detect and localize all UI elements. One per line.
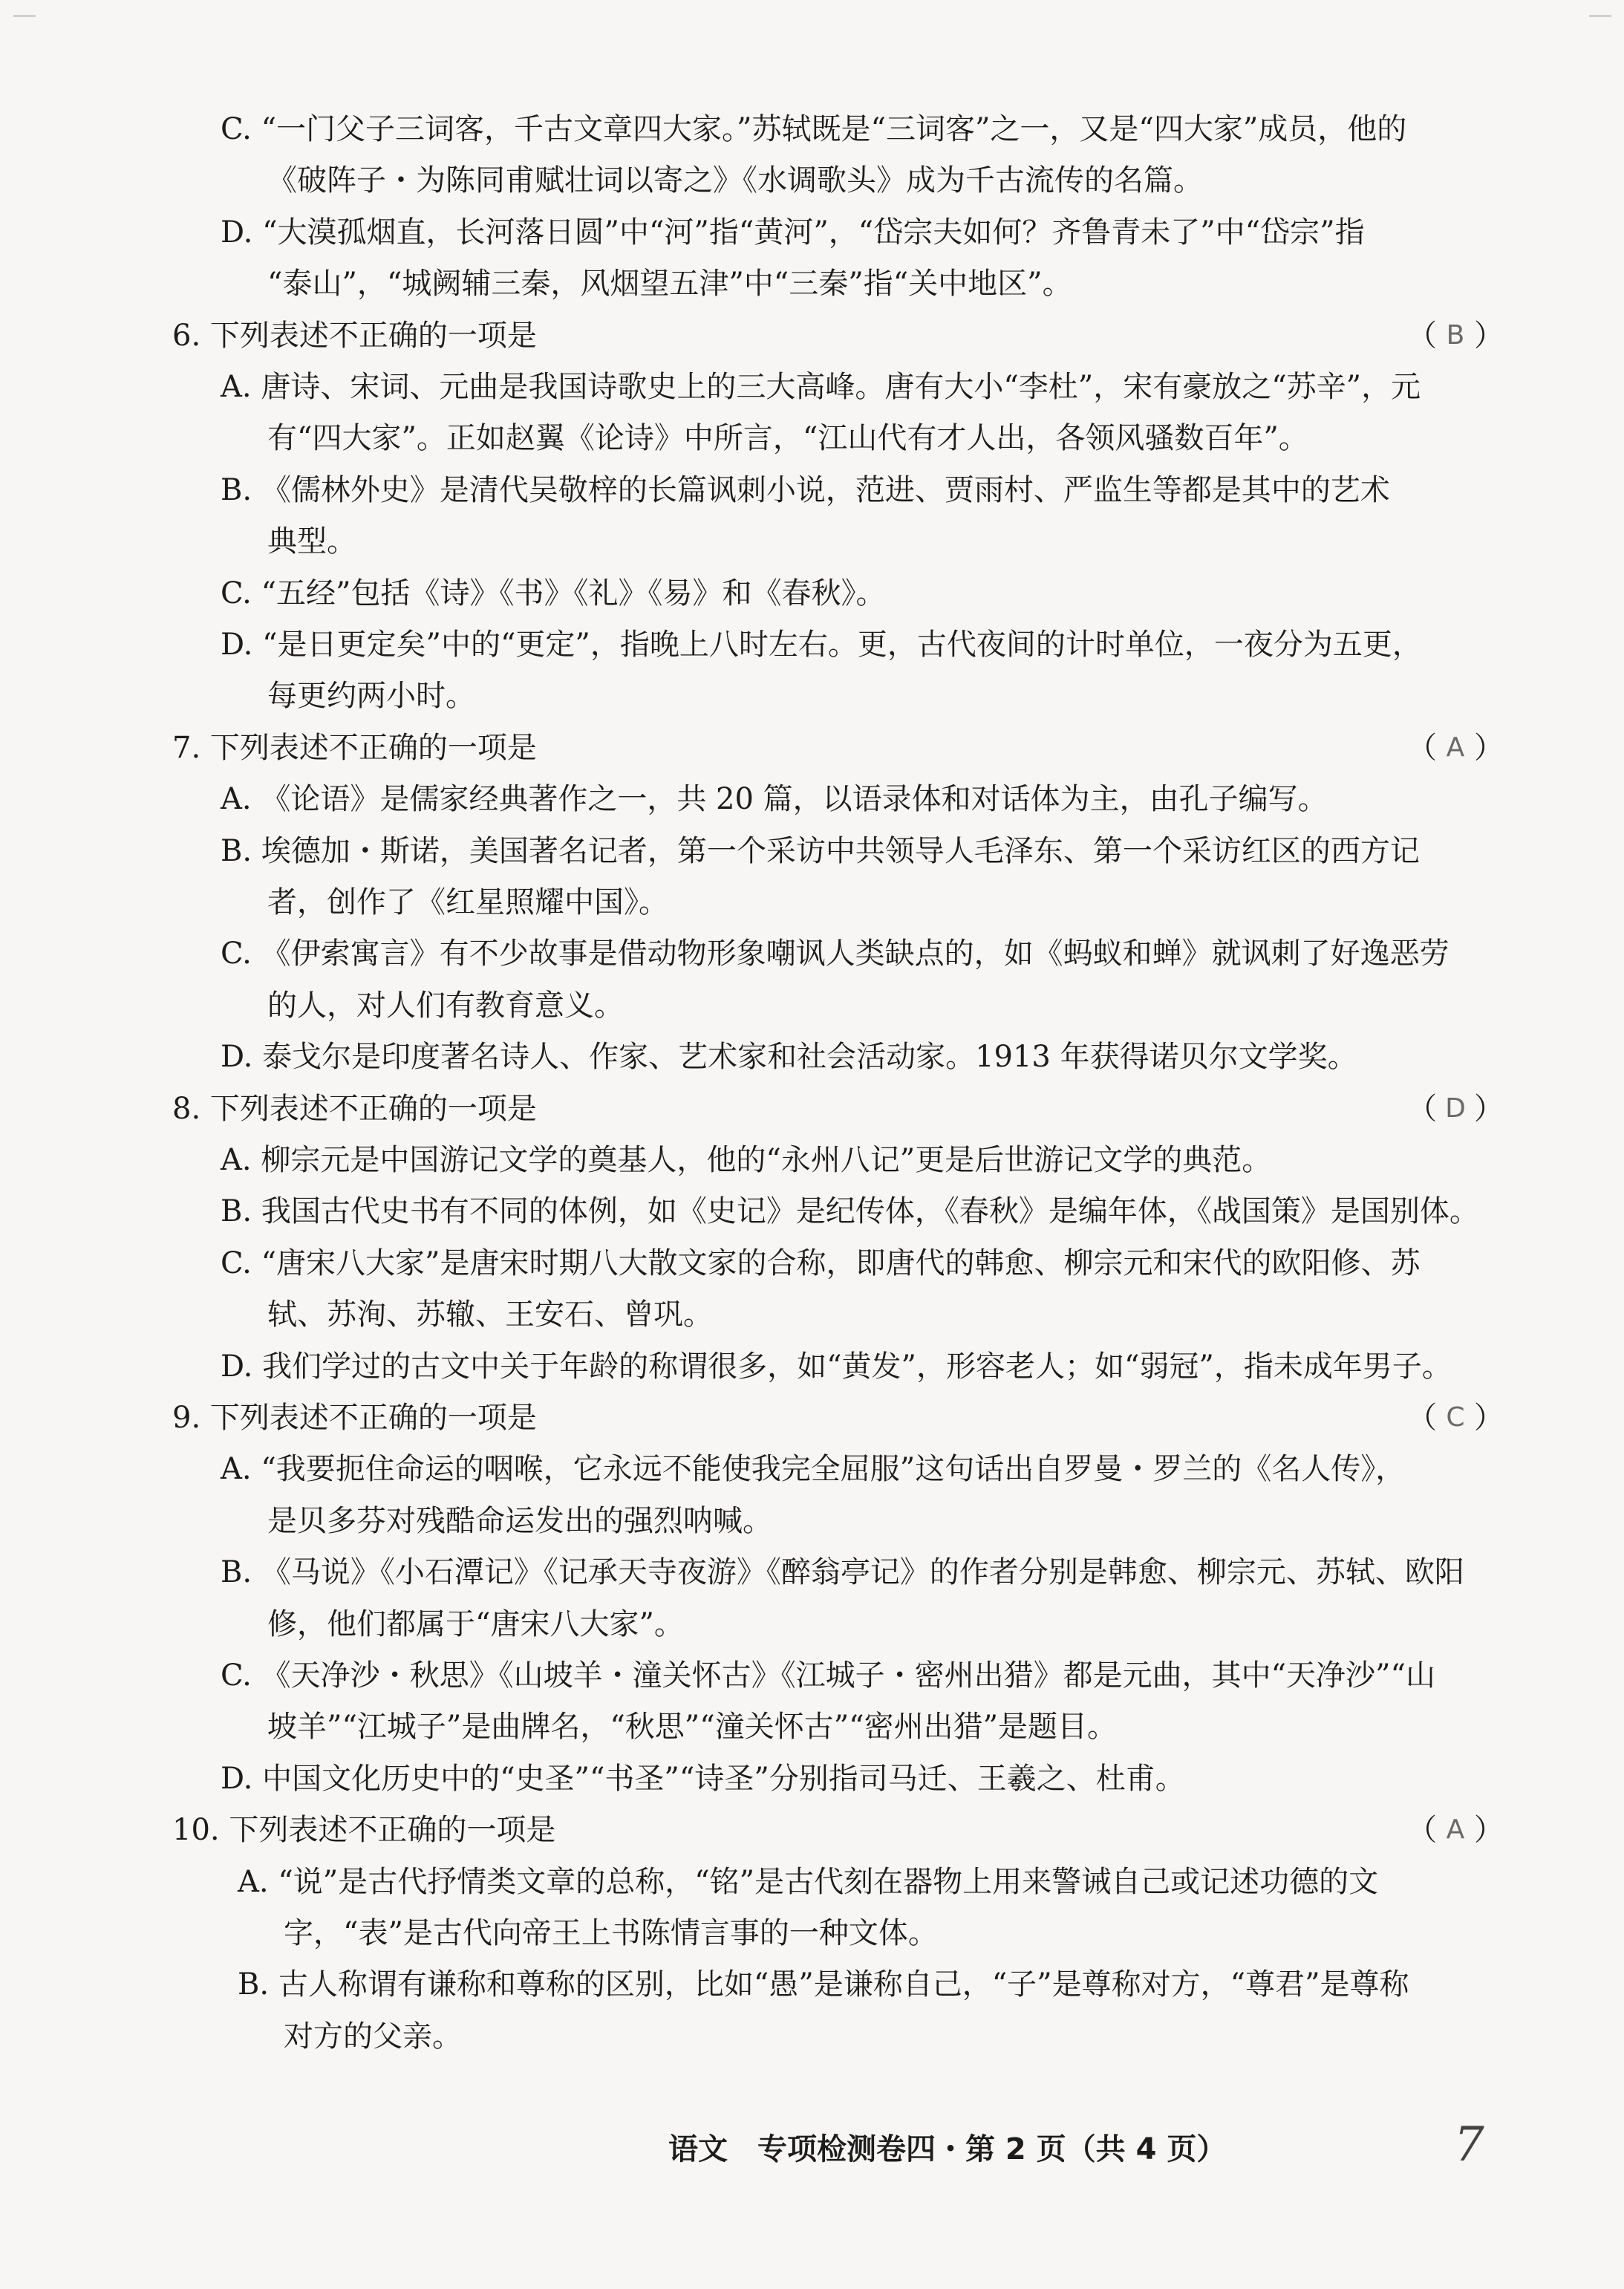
answer-letter: D (1445, 1093, 1466, 1124)
option-line: 典型。 (267, 524, 356, 559)
paren-open: （ (1407, 1092, 1437, 1126)
corner-mark (13, 15, 36, 27)
option-line: 修，他们都属于“唐宋八大家”。 (267, 1607, 684, 1641)
option-line: A. 柳宗元是中国游记文学的奠基人，他的“永州八记”更是后世游记文学的典范。 (221, 1143, 1272, 1177)
question-stem: 10. 下列表述不正确的一项是 (172, 1813, 556, 1847)
option-line: D. “大漠孤烟直，长河落日圆”中“河”指“黄河”，“岱宗夫如何？齐鲁青未了”中“岱宗”指 (221, 215, 1365, 250)
answer-letter: A (1446, 1814, 1465, 1845)
paren-open: （ (1407, 319, 1437, 353)
paren-open: （ (1407, 1401, 1437, 1435)
paren-close: ） (1473, 1401, 1504, 1435)
answer-box (1407, 1394, 1504, 1442)
option-line: 《破阵子・为陈同甫赋壮词以寄之》《水调歌头》成为千古流传的名篇。 (267, 163, 1203, 198)
option-line: “泰山”，“城阙辅三秦，风烟望五津”中“三秦”指“关中地区”。 (267, 267, 1072, 301)
answer-box (1407, 724, 1504, 772)
option-line: C. 《天净沙・秋思》《山坡羊・潼关怀古》《江城子・密州出猎》都是元曲，其中“天净沙”“山 (221, 1658, 1435, 1693)
option-line: 对方的父亲。 (284, 2019, 462, 2054)
option-line: C. “五经”包括《诗》《书》《礼》《易》和《春秋》。 (221, 576, 886, 610)
option-line: 坡羊”“江城子”是曲牌名，“秋思”“潼关怀古”“密州出猎”是题目。 (267, 1710, 1118, 1744)
answer-box (1407, 1085, 1504, 1133)
option-line: A. “说”是古代抒情类文章的总称，“铭”是古代刻在器物上用来警诫自己或记述功德的文 (238, 1865, 1379, 1899)
answer-letter: C (1446, 1402, 1465, 1433)
option-line: B. 《儒林外史》是清代吴敬梓的长篇讽刺小说，范进、贾雨村、严监生等都是其中的艺术 (221, 473, 1390, 507)
option-line: B. 古人称谓有谦称和尊称的区别，比如“愚”是谦称自己，“子”是尊称对方，“尊君”是尊称 (238, 1967, 1409, 2002)
option-line: 字，“表”是古代向帝王上书陈情言事的一种文体。 (284, 1916, 938, 1950)
option-line: 轼、苏洵、苏辙、王安石、曾巩。 (267, 1297, 713, 1332)
answer-letter: B (1446, 320, 1465, 351)
question-stem: 9. 下列表述不正确的一项是 (172, 1401, 537, 1435)
option-line: A. “我要扼住命运的咽喉，它永远不能使我完全屈服”这句话出自罗曼・罗兰的《名人传》， (221, 1452, 1406, 1486)
option-line: D. 泰戈尔是印度著名诗人、作家、艺术家和社会活动家。1913 年获得诺贝尔文学奖。 (221, 1040, 1357, 1074)
option-line: A. 唐诗、宋词、元曲是我国诗歌史上的三大高峰。唐有大小“李杜”，宋有豪放之“苏辛”，元 (221, 370, 1421, 404)
question-stem: 8. 下列表述不正确的一项是 (172, 1092, 537, 1126)
paren-close: ） (1473, 1092, 1504, 1126)
option-line: D. 中国文化历史中的“史圣”“书圣”“诗圣”分别指司马迁、王羲之、杜甫。 (221, 1762, 1185, 1796)
paren-close: ） (1473, 731, 1504, 765)
option-line: A. 《论语》是儒家经典著作之一，共 20 篇，以语录体和对话体为主，由孔子编写。 (221, 782, 1328, 816)
answer-letter: A (1446, 732, 1465, 763)
option-line: D. 我们学过的古文中关于年龄的称谓很多，如“黄发”，形容老人；如“弱冠”，指未成年男子。 (221, 1349, 1452, 1384)
option-line: B. 埃德加・斯诺，美国著名记者，第一个采访中共领导人毛泽东、第一个采访红区的西方记 (221, 834, 1420, 868)
option-line: B. 《马说》《小石潭记》《记承天寺夜游》《醉翁亭记》的作者分别是韩愈、柳宗元、苏轼、欧阳 (221, 1555, 1464, 1589)
paren-close: ） (1473, 1813, 1504, 1847)
corner-mark (1589, 15, 1611, 27)
question-stem: 7. 下列表述不正确的一项是 (172, 731, 537, 765)
page-number: 7 (1454, 2117, 1484, 2172)
option-line: 者，创作了《红星照耀中国》。 (267, 885, 668, 919)
answer-box (1407, 1806, 1504, 1854)
paren-open: （ (1407, 1813, 1437, 1847)
option-line: C. 《伊索寓言》有不少故事是借动物形象嘲讽人类缺点的，如《蚂蚁和蝉》就讽刺了好逸恶劳 (221, 937, 1449, 971)
option-line: 有“四大家”。正如赵翼《论诗》中所言，“江山代有才人出，各领风骚数百年”。 (267, 421, 1308, 455)
paren-close: ） (1473, 319, 1504, 353)
option-line: 是贝多芬对残酷命运发出的强烈呐喊。 (267, 1504, 772, 1538)
option-line: C. “唐宋八大家”是唐宋时期八大散文家的合称，即唐代的韩愈、柳宗元和宋代的欧阳修、苏 (221, 1246, 1421, 1280)
option-line: D. “是日更定矣”中的“更定”，指晚上八时左右。更，古代夜间的计时单位，一夜分为五更， (221, 628, 1422, 662)
option-line: 每更约两小时。 (267, 679, 475, 713)
option-line: B. 我国古代史书有不同的体例，如《史记》是纪传体，《春秋》是编年体，《战国策》是国别体。 (221, 1194, 1479, 1228)
option-line: 的人，对人们有教育意义。 (267, 989, 624, 1023)
answer-box (1407, 312, 1504, 359)
option-line: C. “一门父子三词客，千古文章四大家。”苏轼既是“三词客”之一，又是“四大家”成员，他的 (221, 112, 1407, 146)
paren-open: （ (1407, 731, 1437, 765)
page-footer: 语文 专项检测卷四・第 2 页（共 4 页） (668, 2132, 1227, 2166)
question-stem: 6. 下列表述不正确的一项是 (172, 319, 537, 353)
